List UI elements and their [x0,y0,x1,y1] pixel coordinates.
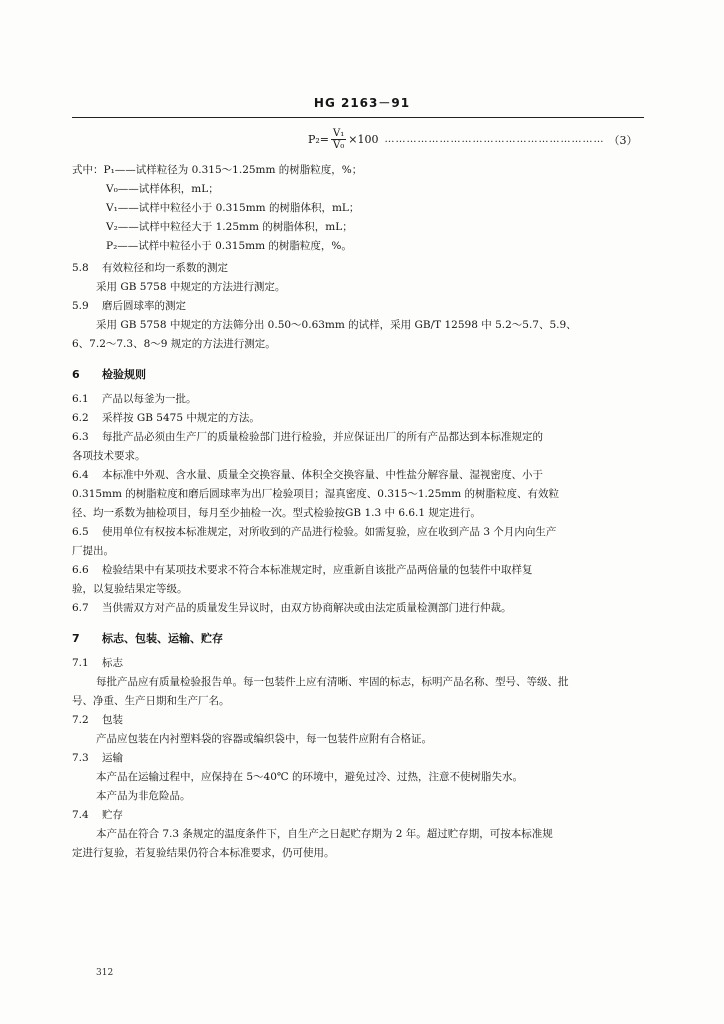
section-5-9-body-1: 采用 GB 5758 中规定的方法筛分出 0.50～0.63mm 的试样，采用 GB/T 12598 中 5.2～5.7、5.9、 [96,319,577,331]
formula-times: ×100 [348,133,379,146]
page-header: HG 2163－91 [313,96,411,110]
formula-leader-dots: …………………………………………………… [384,134,605,145]
section-7-4-line-2: 定进行复验，若复验结果仍符合本标准要求，仍可使用。 [72,847,335,859]
section-7-2-line-1: 产品应包装在内衬塑料袋的容器或编织袋中，每一包装件应附有合格证。 [96,733,432,745]
section-6-7: 6.7 当供需双方对产品的质量发生异议时，由双方协商解决或由法定质量检测部门进行仲裁。 [72,602,512,614]
section-6-6-line-1: 6.6 检验结果中有某项技术要求不符合本标准规定时，应重新自该批产品两倍量的包装件中取样复 [72,564,533,576]
section-6-2: 6.2 采样按 GB 5475 中规定的方法。 [72,412,260,424]
section-6-5-line-2: 厂提出。 [72,545,114,557]
legend-line-5: P₂——试样中粒径小于 0.315mm 的树脂粒度，%。 [106,240,352,252]
legend-line-1 [72,163,362,177]
section-6-4-line-1: 6.4 本标准中外观、含水量、质量全交换容量、体积全交换容量、中性盐分解容量、湿视密度、小于 [72,469,543,481]
legend-prefix: 式中： [72,164,104,176]
section-6-3-line-2: 各项技术要求。 [72,450,146,462]
formula-lhs: P₂= [308,133,330,146]
header-rule [72,117,644,118]
section-6-4-line-3: 径、均一系数为抽检项目，每月至少抽检一次。型式检验按GB 1.3 中 6.6.1 规定进行。 [72,507,481,519]
section-6-4-line-2: 0.315mm 的树脂粒度和磨后圆球率为出厂检验项目；湿真密度、0.315～1.25mm 的树脂粒度、有效粒 [72,488,559,500]
section-5-9-heading: 5.9 磨后圆球率的测定 [72,300,186,312]
section-7-3-line-1: 本产品在运输过程中，应保持在 5～40℃ 的环境中，避免过冷、过热，注意不使树脂失水。 [96,771,523,783]
formula-denominator: V₀ [333,140,345,151]
section-7-1-line-2: 号、净重、生产日期和生产厂名。 [72,695,230,707]
section-7-1-line-1: 每批产品应有质量检验报告单。每一包装件上应有清晰、牢固的标志，标明产品名称、型号、等级、批 [96,676,569,688]
section-7-3-heading: 7.3 运输 [72,752,123,764]
section-7-heading: 7 标志、包装、运输、贮存 [72,632,223,645]
section-7-3-line-2: 本产品为非危险品。 [96,790,191,802]
section-7-1-heading: 7.1 标志 [72,657,123,669]
formula-3 [308,128,637,151]
legend-line-3: V₁——试样中粒径小于 0.315mm 的树脂体积，mL； [106,202,360,214]
formula-number: （3） [608,133,638,147]
legend-text: P₁——试样粒径为 0.315～1.25mm 的树脂粒度，%； [103,164,363,176]
section-6-3-line-1: 6.3 每批产品必须由生产厂的质量检验部门进行检验，并应保证出厂的所有产品都达到本标准规定的 [72,431,543,443]
formula-numerator: V₁ [333,128,345,139]
section-6-1: 6.1 产品以每釜为一批。 [72,393,197,405]
section-5-9-body-2: 6、7.2～7.3、8～9 规定的方法进行测定。 [72,338,276,350]
section-6-5-line-1: 6.5 使用单位有权按本标准规定，对所收到的产品进行检验。如需复验，应在收到产品 3 个月内向生产 [72,526,557,538]
legend-line-4: V₂——试样中粒径大于 1.25mm 的树脂体积，mL； [106,221,353,233]
section-6-6-line-2: 验，以复验结果定等级。 [72,583,188,595]
page-number: 312 [96,968,114,978]
section-6-heading: 6 检验规则 [72,368,146,381]
section-5-8-body: 采用 GB 5758 中规定的方法进行测定。 [96,281,286,293]
section-7-4-heading: 7.4 贮存 [72,809,123,821]
section-5-8-heading: 5.8 有效粒径和均一系数的测定 [72,262,228,274]
section-7-2-heading: 7.2 包装 [72,714,123,726]
formula-fraction [331,128,346,151]
legend-line-2: V₀——试样体积，mL； [106,183,219,195]
section-7-4-line-1: 本产品在符合 7.3 条规定的温度条件下，自生产之日起贮存期为 2 年。超过贮存期，可按本标准规 [96,828,553,840]
